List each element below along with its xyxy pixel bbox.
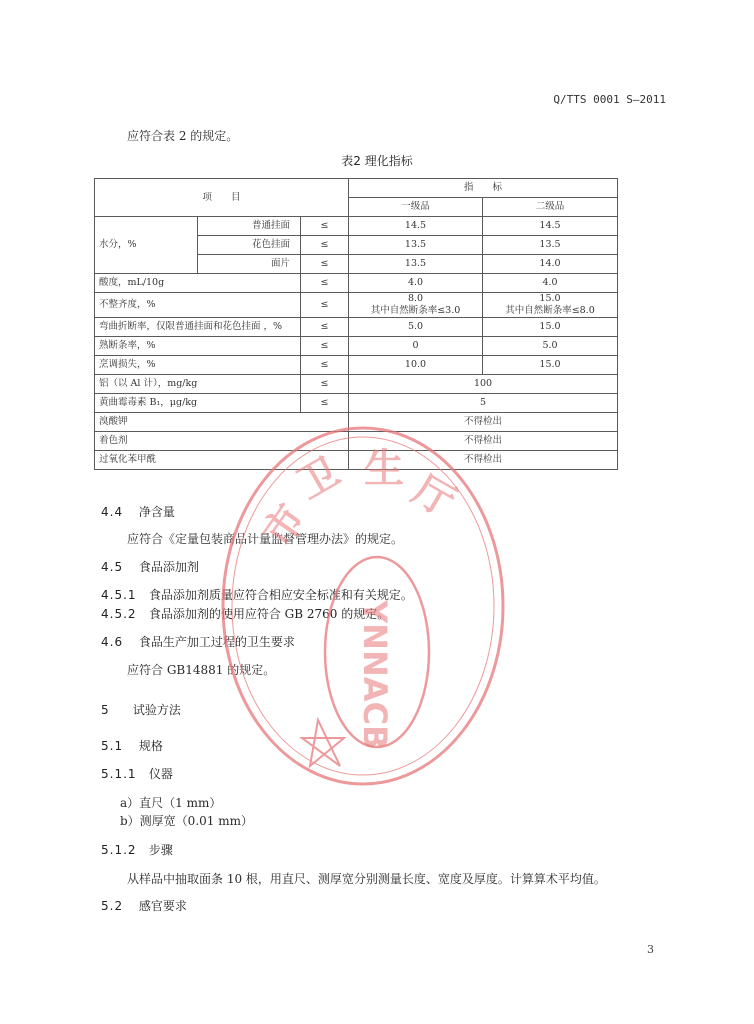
cooking-loss-label: 烹调损失，% — [95, 356, 301, 375]
grade1-value: 13.5 — [349, 255, 483, 274]
operator: ≤ — [301, 375, 349, 394]
moisture-sub: 面片 — [198, 255, 301, 274]
operator: ≤ — [301, 356, 349, 375]
bending-label: 弯曲折断率，仅限普通挂面和花色挂面 ，% — [95, 318, 301, 337]
colorant-label: 着色剂 — [95, 432, 349, 451]
grade1-value: 13.5 — [349, 236, 483, 255]
section-heading: 5.2 感官要求 — [101, 899, 187, 913]
table-row — [95, 356, 618, 375]
moisture-sub: 花色挂面 — [198, 236, 301, 255]
list-item: a）直尺（1 mm） — [120, 796, 222, 810]
svg-text:市: 市 — [254, 496, 316, 556]
operator: ≤ — [301, 255, 349, 274]
section-heading: 4.5 食品添加剂 — [101, 560, 199, 574]
shared-value: 5 — [349, 394, 618, 413]
table-header-row — [95, 179, 618, 198]
table-row — [95, 217, 618, 236]
grade2-value — [483, 293, 618, 318]
svg-text:生: 生 — [364, 446, 404, 492]
section-heading: 5.1.1 仪器 — [101, 767, 173, 781]
grade2-value: 4.0 — [483, 274, 618, 293]
table-row — [95, 337, 618, 356]
grade1-note: 其中自然断条率≤3.0 — [370, 305, 461, 316]
peroxide-label: 过氧化苯甲酰 — [95, 451, 349, 470]
grade1-value — [349, 293, 483, 318]
intro-text: 应符合表 2 的规定。 — [127, 129, 239, 143]
grade1-value: 14.5 — [349, 217, 483, 236]
operator: ≤ — [301, 337, 349, 356]
moisture-sub: 普通挂面 — [198, 217, 301, 236]
moisture-label: 水分，% — [95, 217, 198, 274]
aluminium-label: 铝（以 Al 计），mg/kg — [95, 375, 301, 394]
clause: 4.5.1 食品添加剂质量应符合相应安全标准和有关规定。 — [101, 588, 413, 602]
list-item: b）测厚宽（0.01 mm） — [120, 814, 253, 828]
section-heading: 5.1 规格 — [101, 739, 163, 753]
cooked-broken-label: 熟断条率，% — [95, 337, 301, 356]
shared-value: 100 — [349, 375, 618, 394]
table-row — [95, 432, 618, 451]
svg-text:厅: 厅 — [405, 466, 463, 527]
section-heading: 5 试验方法 — [101, 703, 181, 717]
standard-number: Q/TTS 0001 S—2011 — [553, 93, 666, 106]
header-index: 指 标 — [349, 179, 618, 198]
section-heading: 5.1.2 步骤 — [101, 843, 173, 857]
grade2-note: 其中自然断条率≤8.0 — [505, 305, 595, 316]
grade1-value: 0 — [349, 337, 483, 356]
aflatoxin-label: 黄曲霉毒素 B₁，μg/kg — [95, 394, 301, 413]
operator: ≤ — [301, 274, 349, 293]
grade2-value: 13.5 — [483, 236, 618, 255]
header-item: 项 目 — [95, 179, 349, 217]
grade1-value: 5.0 — [349, 318, 483, 337]
operator: ≤ — [301, 293, 349, 318]
grade2-main: 15.0 — [539, 293, 561, 304]
page-number: 3 — [647, 943, 654, 956]
section-text: 应符合《定量包装商品计量监督管理办法》的规定。 — [127, 532, 404, 546]
table-row — [95, 451, 618, 470]
operator: ≤ — [301, 394, 349, 413]
grade2-value: 14.5 — [483, 217, 618, 236]
operator: ≤ — [301, 217, 349, 236]
header-grade1: 一级品 — [349, 198, 483, 217]
clause: 4.5.2 食品添加剂的使用应符合 GB 2760 的规定。 — [101, 607, 390, 621]
section-heading: 4.6 食品生产加工过程的卫生要求 — [101, 635, 295, 649]
broken-label: 不整齐度，% — [95, 293, 301, 318]
shared-value: 不得检出 — [349, 432, 618, 451]
svg-text:卫: 卫 — [290, 448, 348, 509]
grade2-value: 14.0 — [483, 255, 618, 274]
table-row — [95, 413, 618, 432]
table-row — [95, 394, 618, 413]
section-heading: 4.4 净含量 — [101, 505, 175, 519]
operator: ≤ — [301, 236, 349, 255]
header-grade2: 二级品 — [483, 198, 618, 217]
grade1-main: 8.0 — [407, 293, 424, 304]
grade2-value: 15.0 — [483, 318, 618, 337]
grade1-value: 4.0 — [349, 274, 483, 293]
shared-value: 不得检出 — [349, 451, 618, 470]
table-row — [95, 375, 618, 394]
grade1-value: 10.0 — [349, 356, 483, 375]
section-text: 应符合 GB14881 的规定。 — [127, 663, 276, 677]
table-row — [95, 318, 618, 337]
bromate-label: 溴酸钾 — [95, 413, 349, 432]
table-caption: 表2 理化指标 — [341, 154, 413, 168]
grade2-value: 15.0 — [483, 356, 618, 375]
section-text: 从样品中抽取面条 10 根，用直尺、测厚宽分别测量长度、宽度及厚度。计算算术平均值。 — [127, 872, 606, 886]
grade2-value: 5.0 — [483, 337, 618, 356]
shared-value: 不得检出 — [349, 413, 618, 432]
acidity-label: 酸度，mL/10g — [95, 274, 301, 293]
table-row — [95, 274, 618, 293]
physicochemical-table — [94, 178, 618, 470]
svg-text:YNNACB: YNNACB — [356, 600, 394, 750]
operator: ≤ — [301, 318, 349, 337]
table-row — [95, 293, 618, 318]
